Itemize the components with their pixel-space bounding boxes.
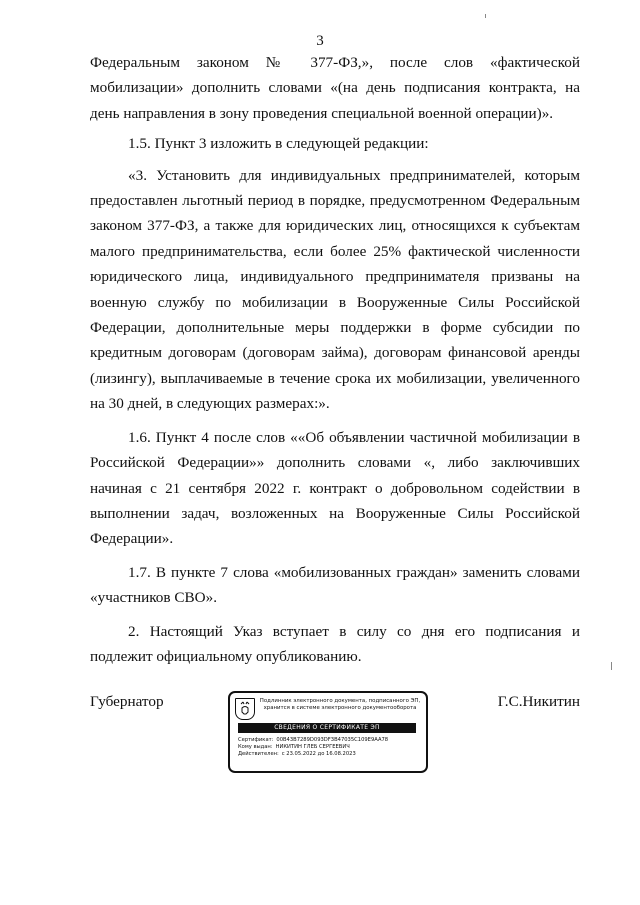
signature-block [90,693,580,783]
certificate-label: Сертификат: [238,737,274,743]
paragraph-1-7: 1.7. В пункте 7 слова «мобилизованных граждан» заменить словами «участников СВО». [90,563,580,607]
paragraph-2: 2. Настоящий Указ вступает в силу со дня его подписания и подлежит официальному опубликованию. [90,622,580,665]
page-number: 3 [316,33,324,49]
owner-value: НИКИТИН ГЛЕБ СЕРГЕЕВИЧ [275,744,350,751]
deer-emblem-icon [235,698,255,720]
paragraph-1-5: 1.5. Пункт 3 изложить в следующей редакции: [128,135,429,153]
stamp-header [258,698,422,712]
validity-value: с 23.05.2022 до 16.08.2023 [281,751,356,758]
signer-name: Г.С.Никитин [497,693,580,710]
paragraph-quote-3: «3. Установить для индивидуальных предпринимателей, которым предоставлен льготный период в порядке, предусмотренном Федеральным законом 377-ФЗ, а также для юридических лиц, относящихся к субъектам малого предпринимательства, если более 25% фактической численности юридического лица, индивидуального предпринимателя призваны на военную службу по мобилизации в Вооруженные Силы Российской Федерации, дополнительные меры поддержки в форме субсидии по кредитным договорам (договорам займа), договорам финансовой аренды (лизингу), выплачиваемые в течение срока их мобилизации, увеличенного на 30 дней, в следующих размерах:». [90,166,580,413]
stamp-details [238,737,420,759]
validity-label: Действителен: [238,751,279,758]
scan-mark [611,662,612,670]
owner-label: Кому выдан: [238,744,273,751]
document-body [90,50,580,669]
scan-mark [485,14,486,18]
electronic-signature-stamp [228,691,428,773]
paragraph-continuation: Федеральным законом № 377-ФЗ,», после слов «фактической мобилизации» дополнить словами «(на день подписания контракта, на день направления в зону проведения специальной военной операции)». [90,54,580,122]
stamp-certificate-line [238,737,420,744]
stamp-certificate-bar: СВЕДЕНИЯ О СЕРТИФИКАТЕ ЭП [238,723,416,733]
stamp-header-line2: хранится в системе электронного документооборота [263,705,417,711]
certificate-value: 00B43B7289D093DF3B47035C109E9AA78 [276,737,389,743]
stamp-header-line1: Подлинник электронного документа, подписанного ЭП, [259,698,421,704]
stamp-validity-line [238,751,420,758]
signer-position: Губернатор [90,693,164,710]
paragraph-1-6: 1.6. Пункт 4 после слов ««Об объявлении частичной мобилизации в Российской Федерации»» дополнить словами «, либо заключивших начиная с 21 сентября 2022 г. контракт о добровольном содействии в выполнении задач, возложенных на Вооруженные Силы Российской Федерации». [90,428,580,548]
